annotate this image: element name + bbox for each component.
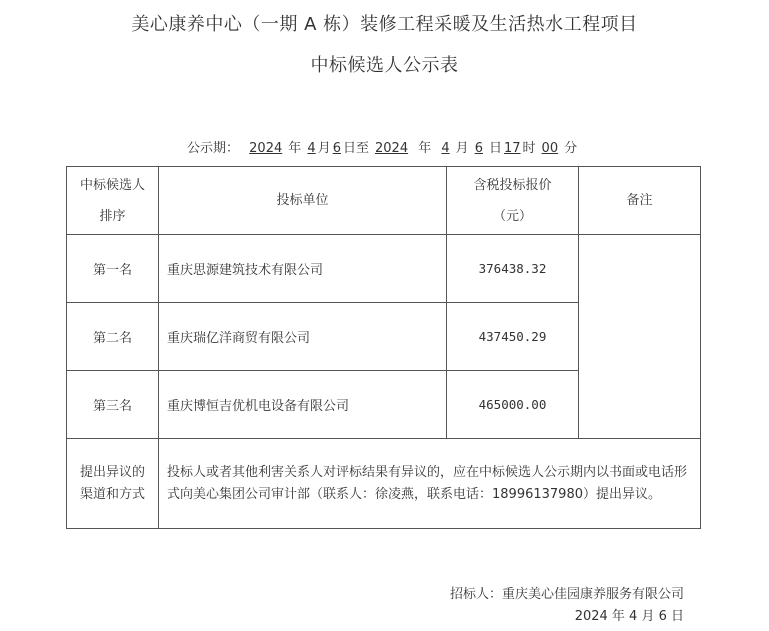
period-start-month: 4 xyxy=(307,141,316,156)
unit-cell: 重庆博恒吉优机电设备有限公司 xyxy=(159,371,447,439)
objection-text: 投标人或者其他利害关系人对评标结果有异议的，应在中标候选人公示期内以书面或电话形式向美心集团公司审计部（联系人：徐凌燕，联系电话：18996137980）提出异议。 xyxy=(159,439,701,529)
objection-label-line2: 渠道和方式 xyxy=(79,486,145,502)
period-hour: 17 xyxy=(503,141,521,156)
objection-label xyxy=(67,439,159,529)
period-day-char: 日至 xyxy=(342,141,369,156)
header-rank-line1: 中标候选人 xyxy=(79,177,145,193)
rank-cell: 第一名 xyxy=(67,235,159,303)
price-cell: 437450.29 xyxy=(447,303,579,371)
header-rank-line2: 排序 xyxy=(99,208,126,224)
period-end-day: 6 xyxy=(474,141,483,156)
price-cell: 465000.00 xyxy=(447,371,579,439)
table-row xyxy=(67,235,701,303)
header-price xyxy=(447,167,579,235)
objection-row xyxy=(67,439,701,529)
period-hour-char: 时 xyxy=(522,141,536,156)
table-header-row xyxy=(67,167,701,235)
header-price-line2: （元） xyxy=(492,208,532,224)
header-remark: 备注 xyxy=(579,167,701,235)
period-year-char: 年 xyxy=(418,141,432,156)
period-minute-char: 分 xyxy=(564,141,578,156)
header-unit: 投标单位 xyxy=(159,167,447,235)
document-subtitle: 中标候选人公示表 xyxy=(310,55,459,76)
period-year-char: 年 xyxy=(288,141,302,156)
rank-cell: 第三名 xyxy=(67,371,159,439)
period-minute: 00 xyxy=(541,141,559,156)
period-end-year: 2024 xyxy=(375,141,409,156)
period-label: 公示期： xyxy=(187,141,240,156)
period-month-char: 月 xyxy=(455,141,469,156)
period-month-char: 月 xyxy=(317,141,331,156)
tenderer-signature: 招标人：重庆美心佳园康养服务有限公司 xyxy=(449,587,684,602)
period-start-day: 6 xyxy=(332,141,341,156)
price-cell: 376438.32 xyxy=(447,235,579,303)
publicity-period xyxy=(187,137,577,156)
rank-cell: 第二名 xyxy=(67,303,159,371)
remark-cell xyxy=(579,235,701,439)
candidates-table xyxy=(66,166,701,529)
unit-cell: 重庆思源建筑技术有限公司 xyxy=(159,235,447,303)
header-price-line1: 含税投标报价 xyxy=(473,177,552,193)
header-rank xyxy=(67,167,159,235)
objection-label-line1: 提出异议的 xyxy=(79,464,145,480)
period-day-char: 日 xyxy=(488,141,502,156)
unit-cell: 重庆瑞亿洋商贸有限公司 xyxy=(159,303,447,371)
document-title: 美心康养中心（一期 A 栋）装修工程采暖及生活热水工程项目 xyxy=(131,14,638,35)
period-start-year: 2024 xyxy=(249,141,283,156)
period-end-month: 4 xyxy=(441,141,450,156)
publish-date: 2024 年 4 月 6 日 xyxy=(574,609,684,624)
